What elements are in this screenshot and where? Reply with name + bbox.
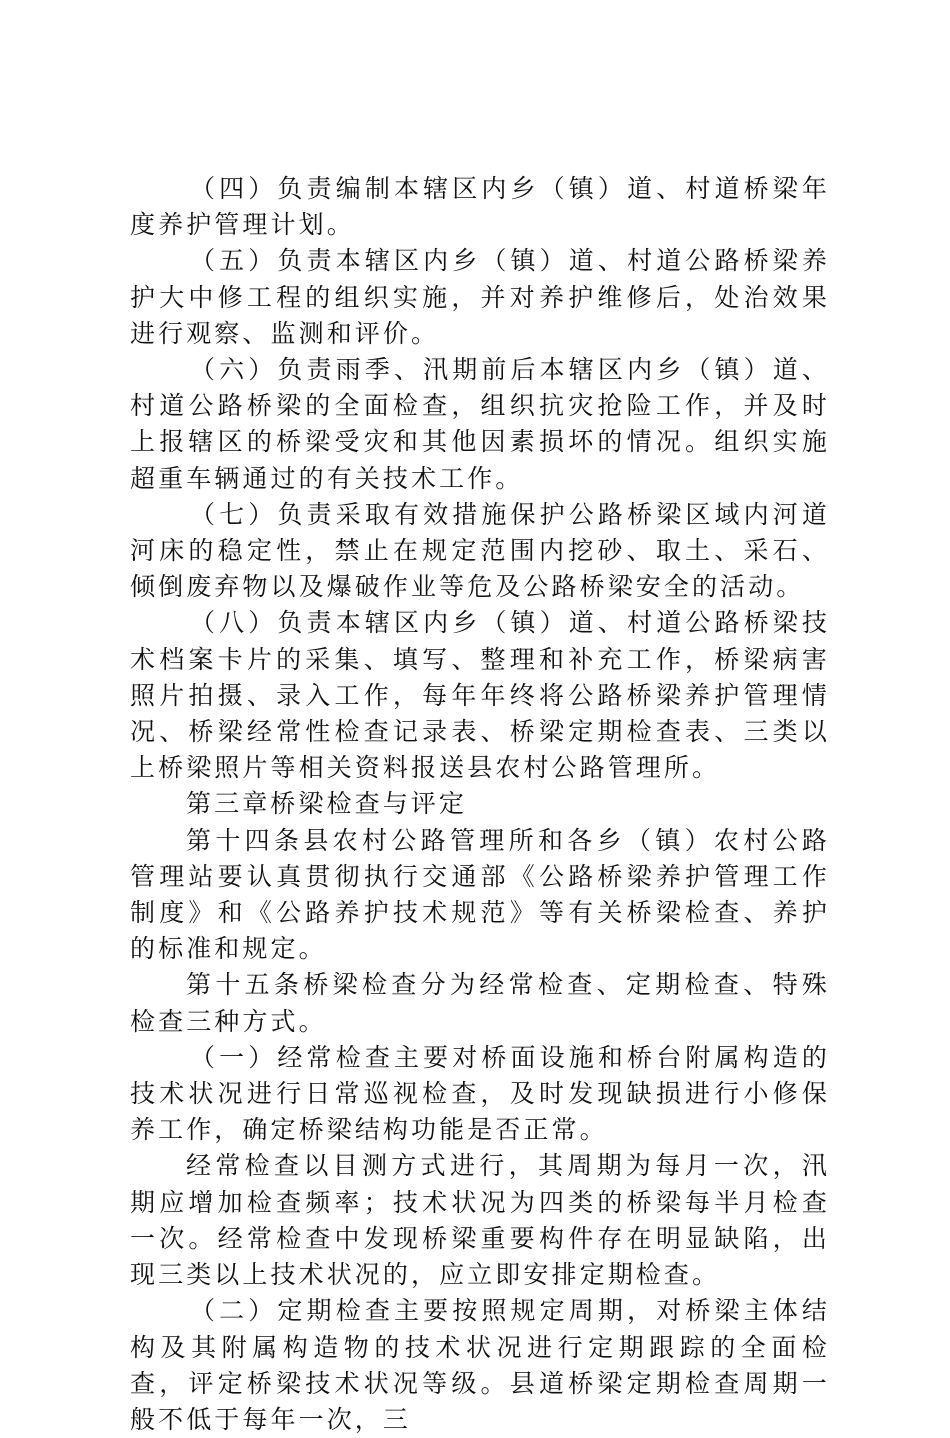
inspection-item-1: （一）经常检查主要对桥面设施和桥台附属构造的技术状况进行日常巡视检查，及时发现缺损进行小修保养工作，确定桥梁结构功能是否正常。 xyxy=(130,1042,830,1145)
inspection-item-2: （二）定期检查主要按照规定周期，对桥梁主体结构及其附属构造物的技术状况进行定期跟踪的全面检查，评定桥梁技术状况等级。县道桥梁定期检查周期一般不低于每年一次，三 xyxy=(130,1296,830,1434)
routine-inspection-paragraph: 经常检查以目测方式进行，其周期为每月一次，汛期应增加检查频率；技术状况为四类的桥梁每半月检查一次。经常检查中发现桥梁重要构件存在明显缺陷，出现三类以上技术状况的，应立即安排定期检查。 xyxy=(130,1151,830,1290)
article-15: 第十五条桥梁检查分为经常检查、定期检查、特殊检查三种方式。 xyxy=(130,970,830,1036)
document-body xyxy=(130,171,830,1438)
paragraph-item-5: （五）负责本辖区内乡（镇）道、村道公路桥梁养护大中修工程的组织实施，并对养护维修后，处治效果进行观察、监测和评价。 xyxy=(130,246,830,348)
article-14: 第十四条县农村公路管理所和各乡（镇）农村公路管理站要认真贯彻执行交通部《公路桥梁养护管理工作制度》和《公路养护技术规范》等有关桥梁检查、养护的标准和规定。 xyxy=(130,825,830,964)
paragraph-item-8: （八）负责本辖区内乡（镇）道、村道公路桥梁技术档案卡片的采集、填写、整理和补充工作，桥梁病害照片拍摄、录入工作，每年年终将公路桥梁养护管理情况、桥梁经常性检查记录表、桥梁定期检查表、三类以上桥梁照片等相关资料报送县农村公路管理所。 xyxy=(130,608,830,783)
paragraph-item-7: （七）负责采取有效措施保护公路桥梁区域内河道河床的稳定性，禁止在规定范围内挖砂、取土、采石、倾倒废弃物以及爆破作业等危及公路桥梁安全的活动。 xyxy=(130,499,830,602)
chapter-heading: 第三章桥梁检查与评定 xyxy=(186,789,468,819)
paragraph-item-6: （六）负责雨季、汛期前后本辖区内乡（镇）道、村道公路桥梁的全面检查，组织抗灾抢险工作，并及时上报辖区的桥梁受灾和其他因素损坏的情况。组织实施超重车辆通过的有关技术工作。 xyxy=(130,355,830,493)
paragraph-item-4: （四）负责编制本辖区内乡（镇）道、村道桥梁年度养护管理计划。 xyxy=(130,174,830,240)
